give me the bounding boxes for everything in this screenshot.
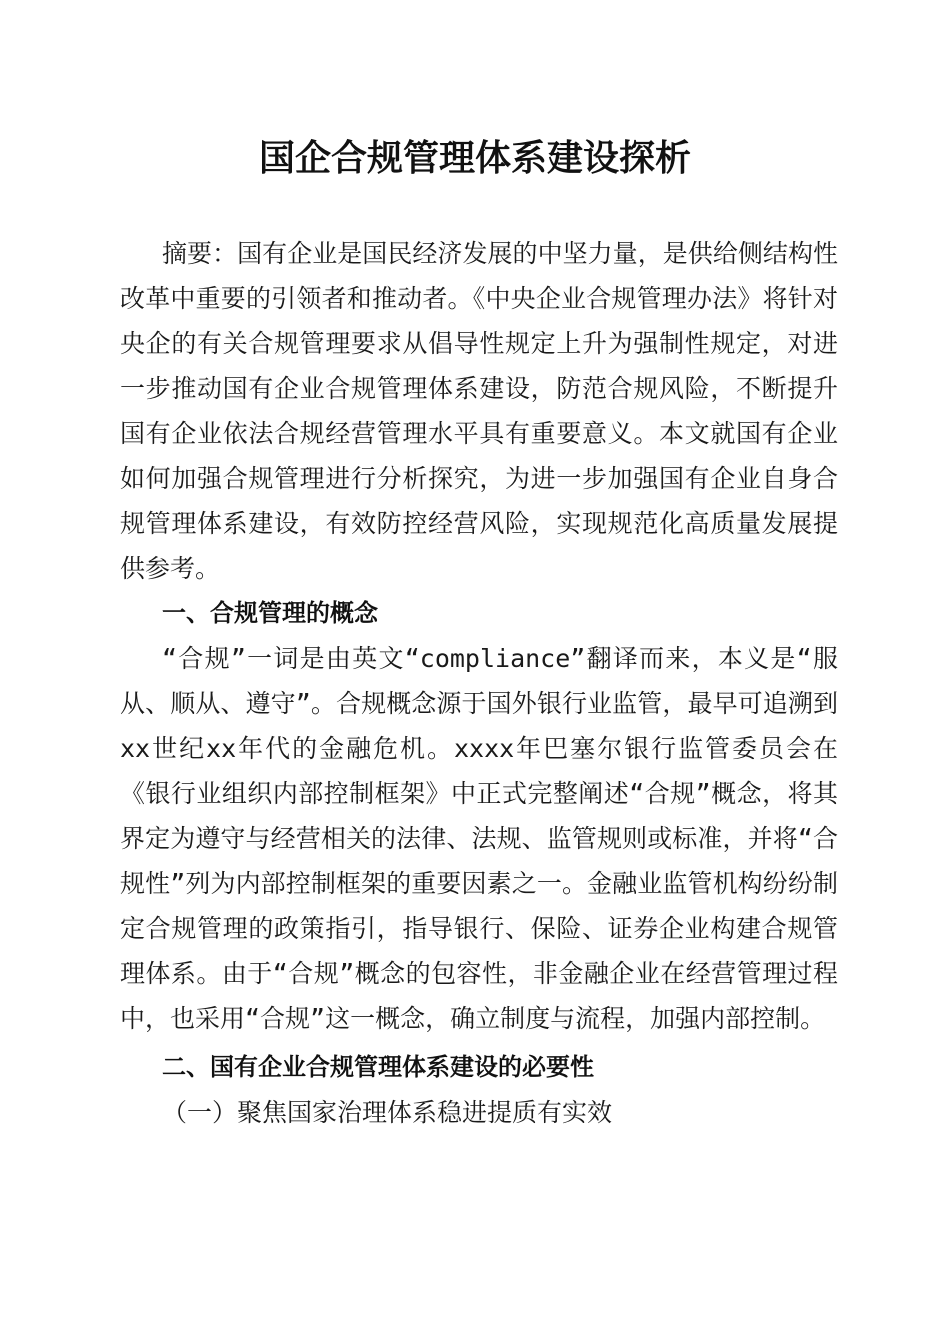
section-2-heading: 二、国有企业合规管理体系建设的必要性: [162, 1053, 594, 1081]
document-body: [120, 231, 838, 1135]
abstract-paragraph: 摘要：国有企业是国民经济发展的中坚力量，是供给侧结构性改革中重要的引领者和推动者。《中央企业合规管理办法》将针对央企的有关合规管理要求从倡导性规定上升为强制性规定，对进一步推动国有企业合规管理体系建设，防范合规风险，不断提升国有企业依法合规经营管理水平具有重要意义。本文就国有企业如何加强合规管理进行分析探究，为进一步加强国有企业自身合规管理体系建设，有效防控经营风险，实现规范化高质量发展提供参考。: [120, 239, 838, 583]
section-1-paragraph: “合规”一词是由英文“compliance”翻译而来，本义是“服从、顺从、遵守”。合规概念源于国外银行业监管，最早可追溯到xx世纪xx年代的金融危机。xxxx年巴塞尔银行监管委员会在《银行业组织内部控制框架》中正式完整阐述“合规”概念，将其界定为遵守与经营相关的法律、法规、监管规则或标准，并将“合规性”列为内部控制框架的重要因素之一。金融业监管机构纷纷制定合规管理的政策指引，指导银行、保险、证券企业构建合规管理体系。由于“合规”概念的包容性，非金融企业在经营管理过程中，也采用“合规”这一概念，确立制度与流程，加强内部控制。: [120, 644, 838, 1033]
section-2-subheading: （一）聚焦国家治理体系稳进提质有实效: [162, 1098, 613, 1127]
section-1-heading: 一、合规管理的概念: [162, 599, 378, 627]
document-title: 国企合规管理体系建设探析: [258, 137, 691, 179]
